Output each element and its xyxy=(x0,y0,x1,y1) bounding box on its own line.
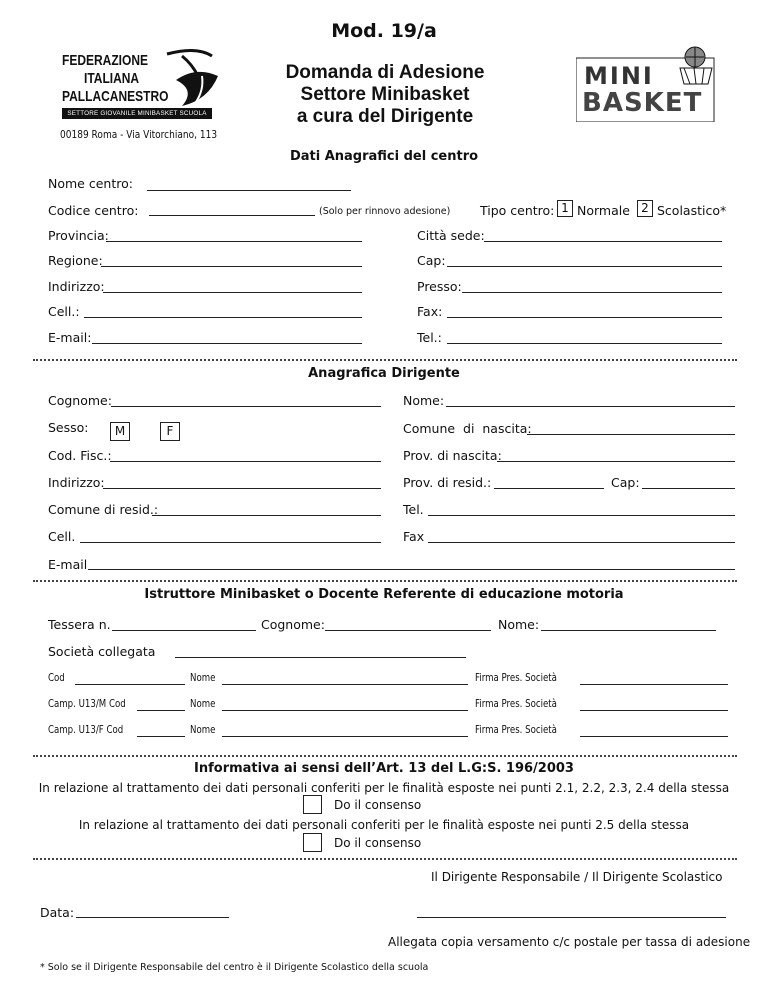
field-firma-dirigente[interactable] xyxy=(417,917,726,918)
basketball-swoosh-icon xyxy=(162,46,222,110)
label-cell-dirigente: Cell. xyxy=(48,529,76,544)
consenso2-label: Do il consenso xyxy=(334,836,422,850)
label-firma-row2: Firma Pres. Società xyxy=(475,698,557,710)
minibasket-logo-word1: MINI xyxy=(584,62,654,90)
tipo-normale-label: Normale xyxy=(577,203,630,218)
label-citta-sede: Città sede: xyxy=(417,228,485,243)
label-tel-dirigente: Tel. xyxy=(403,502,424,517)
field-cap-centro[interactable] xyxy=(447,266,722,267)
informativa-text2: In relazione al trattamento dei dati personali conferiti per le finalità esposte nei punti 2.5 della stessa xyxy=(78,818,690,832)
minibasket-logo-word2: BASKET xyxy=(582,88,703,118)
field-presso[interactable] xyxy=(462,292,722,293)
field-firma-row3[interactable] xyxy=(580,736,728,737)
form-title-line2: Settore Minibasket xyxy=(300,84,470,105)
label-nome-dirigente: Nome: xyxy=(403,393,445,408)
fip-logo xyxy=(62,52,212,122)
fip-logo-line3: PALLACANESTRO xyxy=(62,88,169,105)
tipo-scolastico-checkbox[interactable]: 2 xyxy=(637,200,653,217)
field-cognome-istruttore[interactable] xyxy=(325,630,491,631)
label-cod-row1: Cod xyxy=(48,672,65,684)
label-cod-row2: Camp. U13/M Cod xyxy=(48,698,126,710)
label-codice-centro: Codice centro: xyxy=(48,203,139,218)
label-firma-row1: Firma Pres. Società xyxy=(475,672,557,684)
field-citta-sede[interactable] xyxy=(484,241,722,242)
fip-address: 00189 Roma - Via Vitorchiano, 113 xyxy=(60,128,218,141)
field-cod-row1[interactable] xyxy=(75,684,185,685)
label-email-centro: E-mail: xyxy=(48,330,92,345)
field-data[interactable] xyxy=(76,917,229,918)
field-fax-dirigente[interactable] xyxy=(428,542,735,543)
label-nome-row3: Nome xyxy=(190,724,216,736)
label-cell-centro: Cell.: xyxy=(48,304,80,319)
field-nome-row2[interactable] xyxy=(222,710,468,711)
field-cognome-dirigente[interactable] xyxy=(111,406,381,407)
field-societa-collegata[interactable] xyxy=(175,657,466,658)
field-cell-centro[interactable] xyxy=(84,317,362,318)
label-fax-centro: Fax: xyxy=(417,304,443,319)
section-title-istruttore: Istruttore Minibasket o Docente Referente di educazione motoria xyxy=(144,587,624,602)
label-data: Data: xyxy=(40,905,75,920)
field-cell-dirigente[interactable] xyxy=(80,542,381,543)
responsabile-label: Il Dirigente Responsabile / Il Dirigente Scolastico xyxy=(431,870,723,884)
label-nome-istruttore: Nome: xyxy=(498,617,540,632)
field-codice-centro[interactable] xyxy=(149,215,315,216)
section-title-dirigente: Anagrafica Dirigente xyxy=(308,366,460,381)
form-title-line1: Domanda di Adesione xyxy=(285,62,485,83)
field-regione[interactable] xyxy=(101,266,362,267)
codice-note: (Solo per rinnovo adesione) xyxy=(319,206,451,217)
divider-4 xyxy=(33,858,737,860)
footnote: * Solo se il Dirigente Responsabile del centro è il Dirigente Scolastico della scuola xyxy=(40,962,429,973)
consenso2-checkbox[interactable] xyxy=(303,833,322,852)
form-code: Mod. 19/a xyxy=(331,20,437,42)
label-indirizzo-centro: Indirizzo: xyxy=(48,279,105,294)
field-nome-istruttore[interactable] xyxy=(541,630,716,631)
label-comune-resid: Comune di resid.: xyxy=(48,502,159,517)
consenso1-checkbox[interactable] xyxy=(303,795,322,814)
section-title-informativa: Informativa ai sensi dell’Art. 13 del L.G:S. 196/2003 xyxy=(194,761,574,776)
field-indirizzo-centro[interactable] xyxy=(103,292,362,293)
field-comune-resid[interactable] xyxy=(152,515,381,516)
tipo-normale-checkbox[interactable]: 1 xyxy=(557,200,573,217)
label-nome-row2: Nome xyxy=(190,698,216,710)
label-nome-centro: Nome centro: xyxy=(48,176,133,191)
sesso-f-checkbox[interactable]: F xyxy=(160,422,180,441)
label-provincia: Provincia: xyxy=(48,228,109,243)
fip-logo-band: SETTORE GIOVANILE MINIBASKET SCUOLA xyxy=(62,108,212,119)
consenso1-label: Do il consenso xyxy=(334,798,422,812)
label-prov-nascita: Prov. di nascita: xyxy=(403,448,502,463)
label-cognome-istruttore: Cognome: xyxy=(261,617,325,632)
allegata-note: Allegata copia versamento c/c postale per tassa di adesione xyxy=(388,935,751,949)
field-cap-dirigente[interactable] xyxy=(642,488,735,489)
label-societa-collegata: Società collegata xyxy=(48,644,156,659)
label-cognome-dirigente: Cognome: xyxy=(48,393,112,408)
informativa-text1: In relazione al trattamento dei dati personali conferiti per le finalità esposte nei punti 2.1, 2.2, 2.3, 2.4 della stessa xyxy=(38,781,730,795)
field-prov-nascita[interactable] xyxy=(497,461,735,462)
field-fax-centro[interactable] xyxy=(447,317,722,318)
label-firma-row3: Firma Pres. Società xyxy=(475,724,557,736)
field-nome-row1[interactable] xyxy=(222,684,468,685)
field-email-dirigente[interactable] xyxy=(88,569,735,570)
label-indirizzo-dirigente: Indirizzo: xyxy=(48,475,105,490)
divider-3 xyxy=(33,755,737,757)
field-tel-dirigente[interactable] xyxy=(428,515,735,516)
label-cap-dirigente: Cap: xyxy=(611,475,640,490)
section-title-centro: Dati Anagrafici del centro xyxy=(289,149,479,164)
label-tel-centro: Tel.: xyxy=(417,330,442,345)
field-tel-centro[interactable] xyxy=(447,343,722,344)
field-email-centro[interactable] xyxy=(92,343,362,344)
label-presso: Presso: xyxy=(417,279,462,294)
label-tessera: Tessera n. xyxy=(48,617,111,632)
sesso-m-checkbox[interactable]: M xyxy=(110,422,130,441)
label-nome-row1: Nome xyxy=(190,672,216,684)
field-nome-dirigente[interactable] xyxy=(446,406,735,407)
field-nome-centro[interactable] xyxy=(147,190,351,191)
fip-logo-line1: FEDERAZIONE xyxy=(62,52,149,69)
minibasket-logo xyxy=(576,44,720,122)
field-indirizzo-dirigente[interactable] xyxy=(103,488,381,489)
label-cap-centro: Cap: xyxy=(417,253,446,268)
divider-2 xyxy=(33,580,737,582)
form-title xyxy=(230,62,540,128)
fip-logo-line2: ITALIANA xyxy=(84,70,140,87)
field-comune-nascita[interactable] xyxy=(527,434,735,435)
field-cod-row3[interactable] xyxy=(137,736,185,737)
field-tessera[interactable] xyxy=(112,630,256,631)
label-sesso: Sesso: xyxy=(48,420,89,435)
field-firma-row1[interactable] xyxy=(580,684,728,685)
field-cod-row2[interactable] xyxy=(137,710,185,711)
label-tipo-centro: Tipo centro: xyxy=(480,203,555,218)
label-prov-resid: Prov. di resid.: xyxy=(403,475,492,490)
field-cod-fisc[interactable] xyxy=(110,461,381,462)
label-cod-row3: Camp. U13/F Cod xyxy=(48,724,124,736)
label-fax-dirigente: Fax xyxy=(403,529,425,544)
field-firma-row2[interactable] xyxy=(580,710,728,711)
label-regione: Regione: xyxy=(48,253,103,268)
field-nome-row3[interactable] xyxy=(222,736,468,737)
divider-1 xyxy=(33,359,737,361)
form-title-line3: a cura del Dirigente xyxy=(296,106,474,127)
label-comune-nascita: Comune di nascita: xyxy=(403,421,532,436)
field-prov-resid[interactable] xyxy=(494,488,604,489)
label-email-dirigente: E-mail xyxy=(48,557,88,572)
label-cod-fisc: Cod. Fisc.: xyxy=(48,448,112,463)
tipo-scolastico-label: Scolastico* xyxy=(657,203,727,218)
field-provincia[interactable] xyxy=(106,241,362,242)
